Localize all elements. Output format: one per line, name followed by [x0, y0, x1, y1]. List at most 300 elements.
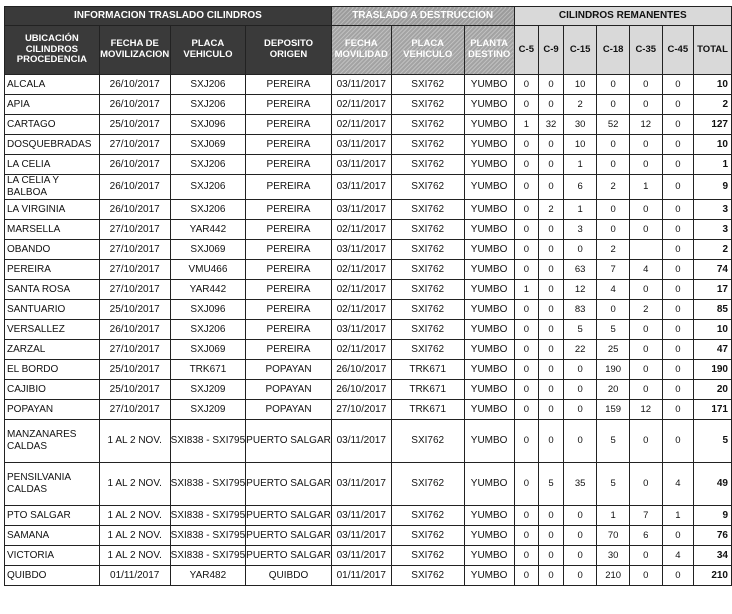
cell-total: 9 — [694, 175, 732, 200]
table-row — [5, 420, 732, 463]
cell-c35: 0 — [629, 75, 662, 95]
cell-location: MARSELLA — [5, 220, 100, 240]
cell-total: 49 — [694, 463, 732, 506]
cell-total: 10 — [694, 75, 732, 95]
cell-c45: 0 — [662, 280, 694, 300]
cell-deposit: PUERTO SALGAR — [246, 526, 332, 546]
cell-c45: 0 — [662, 155, 694, 175]
cell-c18: 190 — [597, 360, 630, 380]
cell-total: 20 — [694, 380, 732, 400]
cell-dest-date: 03/11/2017 — [331, 506, 391, 526]
cell-mobilization-date: 25/10/2017 — [99, 115, 170, 135]
cell-mobilization-date: 26/10/2017 — [99, 155, 170, 175]
cell-c9: 0 — [539, 360, 564, 380]
table-row — [5, 566, 732, 586]
cell-plant: YUMBO — [464, 420, 514, 463]
cell-plant: YUMBO — [464, 340, 514, 360]
cell-c9: 0 — [539, 220, 564, 240]
cylinder-table — [4, 6, 732, 586]
cell-location: SANTA ROSA — [5, 280, 100, 300]
cell-plant: YUMBO — [464, 135, 514, 155]
cell-c15: 0 — [563, 506, 597, 526]
cell-plate: SXJ209 — [170, 400, 246, 420]
cell-total: 3 — [694, 220, 732, 240]
cell-c15: 0 — [563, 380, 597, 400]
cell-plant: YUMBO — [464, 200, 514, 220]
cell-c15: 30 — [563, 115, 597, 135]
cell-c9: 0 — [539, 95, 564, 115]
cell-plate: SXJ206 — [170, 95, 246, 115]
table-row — [5, 506, 732, 526]
cell-c5: 0 — [514, 506, 539, 526]
cell-location: SAMANA — [5, 526, 100, 546]
cell-total: 3 — [694, 200, 732, 220]
cell-plant: YUMBO — [464, 400, 514, 420]
cell-c9: 0 — [539, 526, 564, 546]
cell-c9: 0 — [539, 320, 564, 340]
cell-mobilization-date: 27/10/2017 — [99, 240, 170, 260]
col-c9: C-9 — [539, 26, 564, 75]
cell-dest-date: 27/10/2017 — [331, 400, 391, 420]
cell-c9: 0 — [539, 175, 564, 200]
cell-c18: 30 — [597, 546, 630, 566]
cell-c15: 0 — [563, 566, 597, 586]
table-row — [5, 546, 732, 566]
cell-plate: SXJ209 — [170, 380, 246, 400]
cell-c15: 6 — [563, 175, 597, 200]
cell-dest-plate: SXI762 — [391, 200, 464, 220]
cell-plant: YUMBO — [464, 506, 514, 526]
cell-c45: 0 — [662, 95, 694, 115]
cell-location: MANZANARES CALDAS — [5, 420, 100, 463]
cell-deposit: PUERTO SALGAR — [246, 506, 332, 526]
cell-c35: 6 — [629, 526, 662, 546]
cell-c5: 0 — [514, 566, 539, 586]
cell-deposit: PEREIRA — [246, 95, 332, 115]
cell-deposit: PEREIRA — [246, 200, 332, 220]
cell-c18: 5 — [597, 420, 630, 463]
cell-plate: SXJ096 — [170, 115, 246, 135]
cell-deposit: PEREIRA — [246, 75, 332, 95]
table-row — [5, 380, 732, 400]
cell-c18: 0 — [597, 75, 630, 95]
table-row — [5, 360, 732, 380]
cell-c15: 0 — [563, 400, 597, 420]
col-plant: PLANTA DESTINO — [464, 26, 514, 75]
cell-location: ALCALA — [5, 75, 100, 95]
cell-total: 10 — [694, 320, 732, 340]
cell-mobilization-date: 26/10/2017 — [99, 75, 170, 95]
cell-deposit: PEREIRA — [246, 240, 332, 260]
cell-dest-plate: SXI762 — [391, 135, 464, 155]
table-row — [5, 75, 732, 95]
cell-plant: YUMBO — [464, 320, 514, 340]
cell-dest-date: 03/11/2017 — [331, 320, 391, 340]
cell-c15: 83 — [563, 300, 597, 320]
cell-total: 34 — [694, 546, 732, 566]
cell-plate: SXI838 - SXI795 — [170, 526, 246, 546]
cell-location: VICTORIA — [5, 546, 100, 566]
cell-dest-date: 03/11/2017 — [331, 155, 391, 175]
cell-c35: 4 — [629, 260, 662, 280]
cell-c15: 1 — [563, 155, 597, 175]
table-row — [5, 280, 732, 300]
cell-deposit: QUIBDO — [246, 566, 332, 586]
cell-dest-plate: SXI762 — [391, 506, 464, 526]
cell-c18: 0 — [597, 300, 630, 320]
cell-c35: 0 — [629, 380, 662, 400]
cell-plate: VMU466 — [170, 260, 246, 280]
cell-c5: 0 — [514, 300, 539, 320]
cell-location: VERSALLEZ — [5, 320, 100, 340]
cell-c45: 0 — [662, 220, 694, 240]
cell-location: SANTUARIO — [5, 300, 100, 320]
cell-total: 2 — [694, 240, 732, 260]
cell-c18: 20 — [597, 380, 630, 400]
cell-total: 171 — [694, 400, 732, 420]
table-row — [5, 400, 732, 420]
cell-c35: 0 — [629, 546, 662, 566]
cell-location: LA CELIA Y BALBOA — [5, 175, 100, 200]
cell-mobilization-date: 1 AL 2 NOV. — [99, 463, 170, 506]
cell-c9: 0 — [539, 260, 564, 280]
cell-c5: 0 — [514, 200, 539, 220]
cell-dest-plate: SXI762 — [391, 75, 464, 95]
cell-c15: 12 — [563, 280, 597, 300]
cell-plant: YUMBO — [464, 95, 514, 115]
table-row — [5, 95, 732, 115]
cell-c15: 0 — [563, 360, 597, 380]
cell-mobilization-date: 25/10/2017 — [99, 300, 170, 320]
cell-location: LA CELIA — [5, 155, 100, 175]
cell-c45: 0 — [662, 340, 694, 360]
cell-dest-plate: SXI762 — [391, 220, 464, 240]
table-row — [5, 240, 732, 260]
cell-c5: 0 — [514, 400, 539, 420]
cell-deposit: PEREIRA — [246, 175, 332, 200]
cell-c18: 0 — [597, 200, 630, 220]
cell-c9: 0 — [539, 155, 564, 175]
cell-mobilization-date: 25/10/2017 — [99, 380, 170, 400]
cell-plate: SXI838 - SXI795 — [170, 546, 246, 566]
cell-c35: 0 — [629, 463, 662, 506]
col-plate: PLACA VEHICULO — [170, 26, 246, 75]
cell-c5: 0 — [514, 75, 539, 95]
cell-total: 76 — [694, 526, 732, 546]
cell-location: QUIBDO — [5, 566, 100, 586]
cell-plate: SXJ069 — [170, 340, 246, 360]
cell-dest-date: 03/11/2017 — [331, 420, 391, 463]
cell-c18: 1 — [597, 506, 630, 526]
cell-c15: 2 — [563, 95, 597, 115]
cell-c35: 12 — [629, 115, 662, 135]
cell-c45: 0 — [662, 380, 694, 400]
cell-c35: 0 — [629, 135, 662, 155]
cell-mobilization-date: 26/10/2017 — [99, 95, 170, 115]
cell-c35: 7 — [629, 506, 662, 526]
cell-plant: YUMBO — [464, 175, 514, 200]
cell-mobilization-date: 1 AL 2 NOV. — [99, 420, 170, 463]
table-row — [5, 135, 732, 155]
cell-c18: 5 — [597, 320, 630, 340]
group-destruction-header: TRASLADO A DESTRUCCION — [331, 7, 514, 26]
cell-c45: 1 — [662, 506, 694, 526]
cell-c5: 0 — [514, 220, 539, 240]
cell-plate: YAR442 — [170, 280, 246, 300]
cell-total: 5 — [694, 420, 732, 463]
cell-c45: 0 — [662, 320, 694, 340]
table-header — [5, 7, 732, 75]
cell-c15: 10 — [563, 75, 597, 95]
cell-c9: 0 — [539, 340, 564, 360]
cell-c45: 0 — [662, 400, 694, 420]
cell-location: CAJIBIO — [5, 380, 100, 400]
cell-c18: 7 — [597, 260, 630, 280]
cell-dest-date: 02/11/2017 — [331, 95, 391, 115]
cell-c9: 0 — [539, 75, 564, 95]
cell-c15: 0 — [563, 546, 597, 566]
cell-dest-date: 02/11/2017 — [331, 280, 391, 300]
cell-plate: SXJ206 — [170, 155, 246, 175]
cell-c9: 0 — [539, 380, 564, 400]
cell-c45: 0 — [662, 566, 694, 586]
cell-dest-plate: SXI762 — [391, 155, 464, 175]
cell-location: OBANDO — [5, 240, 100, 260]
cell-c9: 0 — [539, 280, 564, 300]
cell-dest-plate: SXI762 — [391, 115, 464, 135]
cell-deposit: POPAYAN — [246, 400, 332, 420]
cell-plant: YUMBO — [464, 463, 514, 506]
cell-total: 190 — [694, 360, 732, 380]
cell-dest-plate: SXI762 — [391, 526, 464, 546]
cell-dest-plate: SXI762 — [391, 546, 464, 566]
cell-c15: 0 — [563, 240, 597, 260]
cell-plate: SXI838 - SXI795 — [170, 463, 246, 506]
table-row — [5, 320, 732, 340]
cell-c5: 0 — [514, 546, 539, 566]
cell-plant: YUMBO — [464, 155, 514, 175]
cell-c45: 0 — [662, 175, 694, 200]
cell-c35: 0 — [629, 220, 662, 240]
cell-deposit: PEREIRA — [246, 260, 332, 280]
cell-mobilization-date: 27/10/2017 — [99, 260, 170, 280]
cell-c5: 0 — [514, 320, 539, 340]
col-deposit: DEPOSITO ORIGEN — [246, 26, 332, 75]
cell-c35: 0 — [629, 360, 662, 380]
cell-c45: 0 — [662, 526, 694, 546]
cell-total: 9 — [694, 506, 732, 526]
cell-plate: SXJ206 — [170, 175, 246, 200]
cell-dest-date: 02/11/2017 — [331, 260, 391, 280]
cell-plate: SXJ069 — [170, 240, 246, 260]
cell-c5: 0 — [514, 340, 539, 360]
col-total: TOTAL — [694, 26, 732, 75]
cell-deposit: PUERTO SALGAR — [246, 420, 332, 463]
cell-dest-date: 03/11/2017 — [331, 75, 391, 95]
cell-c45: 0 — [662, 135, 694, 155]
cell-total: 10 — [694, 135, 732, 155]
cell-plant: YUMBO — [464, 300, 514, 320]
cell-plant: YUMBO — [464, 546, 514, 566]
cell-dest-date: 02/11/2017 — [331, 115, 391, 135]
cell-dest-date: 26/10/2017 — [331, 380, 391, 400]
cell-dest-plate: SXI762 — [391, 95, 464, 115]
cell-c15: 3 — [563, 220, 597, 240]
cell-c15: 0 — [563, 526, 597, 546]
cell-c18: 70 — [597, 526, 630, 546]
cell-c5: 0 — [514, 135, 539, 155]
cell-c15: 1 — [563, 200, 597, 220]
cell-dest-plate: SXI762 — [391, 260, 464, 280]
table-row — [5, 200, 732, 220]
cell-c15: 0 — [563, 420, 597, 463]
cell-c45: 4 — [662, 546, 694, 566]
cell-c18: 5 — [597, 463, 630, 506]
cell-c35: 0 — [629, 566, 662, 586]
cell-location: EL BORDO — [5, 360, 100, 380]
cell-c5: 0 — [514, 526, 539, 546]
cell-mobilization-date: 1 AL 2 NOV. — [99, 546, 170, 566]
cell-total: 47 — [694, 340, 732, 360]
cell-c5: 0 — [514, 380, 539, 400]
cell-mobilization-date: 26/10/2017 — [99, 320, 170, 340]
cell-total: 74 — [694, 260, 732, 280]
cell-c35: 0 — [629, 155, 662, 175]
cell-c5: 0 — [514, 175, 539, 200]
cell-c5: 1 — [514, 115, 539, 135]
cell-dest-date: 03/11/2017 — [331, 546, 391, 566]
col-c5: C-5 — [514, 26, 539, 75]
cell-c45: 0 — [662, 300, 694, 320]
col-location: UBICACIÓN CILINDROS PROCEDENCIA — [5, 26, 100, 75]
cell-mobilization-date: 25/10/2017 — [99, 360, 170, 380]
cell-plate: YAR482 — [170, 566, 246, 586]
cell-deposit: POPAYAN — [246, 360, 332, 380]
cell-c45: 0 — [662, 420, 694, 463]
cell-plate: SXJ206 — [170, 320, 246, 340]
cell-c15: 10 — [563, 135, 597, 155]
cell-c35: 12 — [629, 400, 662, 420]
cell-c15: 22 — [563, 340, 597, 360]
cell-c5: 0 — [514, 155, 539, 175]
cell-c9: 0 — [539, 135, 564, 155]
cell-dest-date: 03/11/2017 — [331, 526, 391, 546]
cell-dest-date: 02/11/2017 — [331, 220, 391, 240]
cell-c15: 35 — [563, 463, 597, 506]
cell-c5: 0 — [514, 240, 539, 260]
cell-plate: SXI838 - SXI795 — [170, 420, 246, 463]
table-row — [5, 155, 732, 175]
cell-deposit: PEREIRA — [246, 340, 332, 360]
cell-dest-plate: TRK671 — [391, 380, 464, 400]
cell-dest-date: 01/11/2017 — [331, 566, 391, 586]
cell-deposit: PUERTO SALGAR — [246, 546, 332, 566]
cell-c5: 0 — [514, 260, 539, 280]
cell-c18: 25 — [597, 340, 630, 360]
cell-dest-plate: SXI762 — [391, 420, 464, 463]
cell-dest-plate: SXI762 — [391, 280, 464, 300]
cell-plate: TRK671 — [170, 360, 246, 380]
cell-plant: YUMBO — [464, 260, 514, 280]
cell-plant: YUMBO — [464, 360, 514, 380]
cell-c45: 0 — [662, 115, 694, 135]
table-row — [5, 220, 732, 240]
cell-c18: 2 — [597, 240, 630, 260]
cell-c18: 0 — [597, 155, 630, 175]
col-c35: C-35 — [629, 26, 662, 75]
cell-c5: 0 — [514, 463, 539, 506]
cell-plate: SXJ206 — [170, 200, 246, 220]
cell-plant: YUMBO — [464, 526, 514, 546]
cell-dest-plate: SXI762 — [391, 300, 464, 320]
cell-c9: 0 — [539, 420, 564, 463]
cell-location: PEREIRA — [5, 260, 100, 280]
cell-mobilization-date: 1 AL 2 NOV. — [99, 506, 170, 526]
col-dest-date: FECHA MOVILIDAD — [331, 26, 391, 75]
cell-dest-date: 03/11/2017 — [331, 135, 391, 155]
cell-c45: 0 — [662, 360, 694, 380]
cell-dest-plate: SXI762 — [391, 240, 464, 260]
cell-location: LA VIRGINIA — [5, 200, 100, 220]
cell-plate: SXJ206 — [170, 75, 246, 95]
cell-dest-date: 03/11/2017 — [331, 240, 391, 260]
cell-c45: 0 — [662, 200, 694, 220]
cell-c45: 0 — [662, 240, 694, 260]
cell-deposit: PUERTO SALGAR — [246, 463, 332, 506]
cell-deposit: PEREIRA — [246, 115, 332, 135]
cell-dest-date: 03/11/2017 — [331, 175, 391, 200]
cell-location: PTO SALGAR — [5, 506, 100, 526]
cell-plate: SXJ069 — [170, 135, 246, 155]
cell-total: 17 — [694, 280, 732, 300]
cell-location: POPAYAN — [5, 400, 100, 420]
cell-dest-plate: SXI762 — [391, 340, 464, 360]
cell-location: DOSQUEBRADAS — [5, 135, 100, 155]
cell-c9: 0 — [539, 566, 564, 586]
cell-total: 2 — [694, 95, 732, 115]
cell-location: ZARZAL — [5, 340, 100, 360]
cell-plant: YUMBO — [464, 280, 514, 300]
cell-mobilization-date: 01/11/2017 — [99, 566, 170, 586]
cell-mobilization-date: 1 AL 2 NOV. — [99, 526, 170, 546]
cell-total: 85 — [694, 300, 732, 320]
cell-c9: 0 — [539, 240, 564, 260]
cell-mobilization-date: 27/10/2017 — [99, 400, 170, 420]
cell-total: 210 — [694, 566, 732, 586]
cell-c18: 0 — [597, 95, 630, 115]
cell-plate: YAR442 — [170, 220, 246, 240]
cell-total: 1 — [694, 155, 732, 175]
table-row — [5, 260, 732, 280]
cell-c15: 63 — [563, 260, 597, 280]
cell-c18: 2 — [597, 175, 630, 200]
cell-plant: YUMBO — [464, 240, 514, 260]
cell-deposit: POPAYAN — [246, 380, 332, 400]
cell-mobilization-date: 26/10/2017 — [99, 200, 170, 220]
group-origin-header: INFORMACION TRASLADO CILINDROS — [5, 7, 332, 26]
cell-location: CARTAGO — [5, 115, 100, 135]
cell-c45: 0 — [662, 260, 694, 280]
cell-c18: 0 — [597, 135, 630, 155]
cell-c35: 0 — [629, 420, 662, 463]
col-c15: C-15 — [563, 26, 597, 75]
cell-c45: 0 — [662, 75, 694, 95]
cell-c18: 0 — [597, 220, 630, 240]
cell-mobilization-date: 26/10/2017 — [99, 175, 170, 200]
cell-c35: 2 — [629, 300, 662, 320]
cell-c9: 0 — [539, 546, 564, 566]
cell-mobilization-date: 27/10/2017 — [99, 135, 170, 155]
